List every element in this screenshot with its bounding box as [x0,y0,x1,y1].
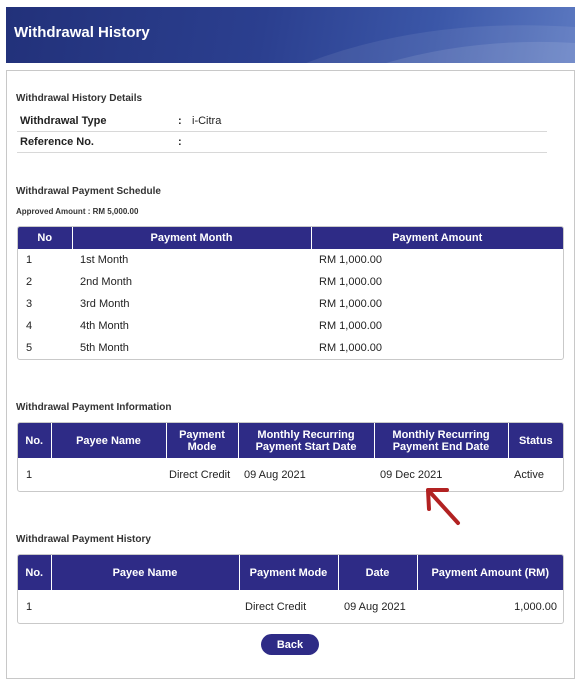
column-header: Payment Mode [239,555,338,590]
detail-row-withdrawal-type [17,111,547,132]
detail-label: Withdrawal Type [20,115,107,127]
table-cell: 5 [26,342,33,354]
table-cell: 1,000.00 [514,600,557,613]
column-header: Monthly Recurring Payment Start Date [238,423,374,458]
table-cell: 1 [26,600,33,613]
details-section-title: Withdrawal History Details [16,93,143,104]
column-header: Monthly Recurring Payment End Date [374,423,508,458]
table-cell: Direct Credit [169,468,231,481]
payment-history-table [17,554,564,624]
table-row [18,458,563,491]
column-header: Payment Month [72,227,311,249]
detail-row-reference-no [17,132,547,153]
column-header: Payment Mode [166,423,238,458]
table-cell: RM 1,000.00 [319,298,382,310]
table-row [18,315,563,337]
table-cell: 3 [26,298,33,310]
table-row [18,337,563,359]
table-cell: 1 [26,254,33,266]
table-cell: 3rd Month [80,298,130,310]
table-cell: Direct Credit [245,600,307,613]
info-section-title: Withdrawal Payment Information [16,402,172,413]
table-cell: RM 1,000.00 [319,342,382,354]
table-cell [51,590,239,623]
table-cell: 1 [26,468,33,481]
column-header: No. [18,555,51,590]
table-cell: 09 Aug 2021 [344,600,406,613]
table-cell: 1st Month [80,254,129,266]
table-cell: Active [514,468,544,481]
table-cell: 5th Month [80,342,129,354]
column-header: Payee Name [51,423,166,458]
column-header: Status [508,423,563,458]
table-cell: RM 1,000.00 [319,254,382,266]
column-header: No. [18,423,51,458]
table-cell: 4th Month [80,320,129,332]
table-cell: 2nd Month [80,276,132,288]
table-row [18,249,563,271]
column-header: Payment Amount (RM) [417,555,563,590]
back-button[interactable]: Back [261,634,319,655]
payment-info-table [17,422,564,492]
table-row [18,590,563,623]
detail-label: Reference No. [20,136,94,148]
table-cell [51,458,166,491]
table-cell: RM 1,000.00 [319,320,382,332]
table-cell: 2 [26,276,33,288]
detail-value: i-Citra [192,115,222,127]
table-row [18,293,563,315]
page-title: Withdrawal History [14,24,150,41]
table-row [18,271,563,293]
table-cell: RM 1,000.00 [319,276,382,288]
column-header: Date [338,555,417,590]
schedule-section-title: Withdrawal Payment Schedule [16,186,161,197]
table-cell: 09 Aug 2021 [244,468,306,481]
column-header: Payment Amount [311,227,563,249]
history-section-title: Withdrawal Payment History [16,534,151,545]
detail-colon: : [178,136,182,148]
column-header: No [18,227,72,249]
approved-amount: Approved Amount : RM 5,000.00 [16,207,139,216]
annotation-arrow-icon [420,483,464,529]
content-panel [6,70,575,679]
table-cell: 4 [26,320,33,332]
table-cell: 09 Dec 2021 [380,468,443,481]
column-header: Payee Name [51,555,239,590]
page-header-banner [6,7,575,63]
schedule-table [17,226,564,360]
detail-colon: : [178,115,182,127]
